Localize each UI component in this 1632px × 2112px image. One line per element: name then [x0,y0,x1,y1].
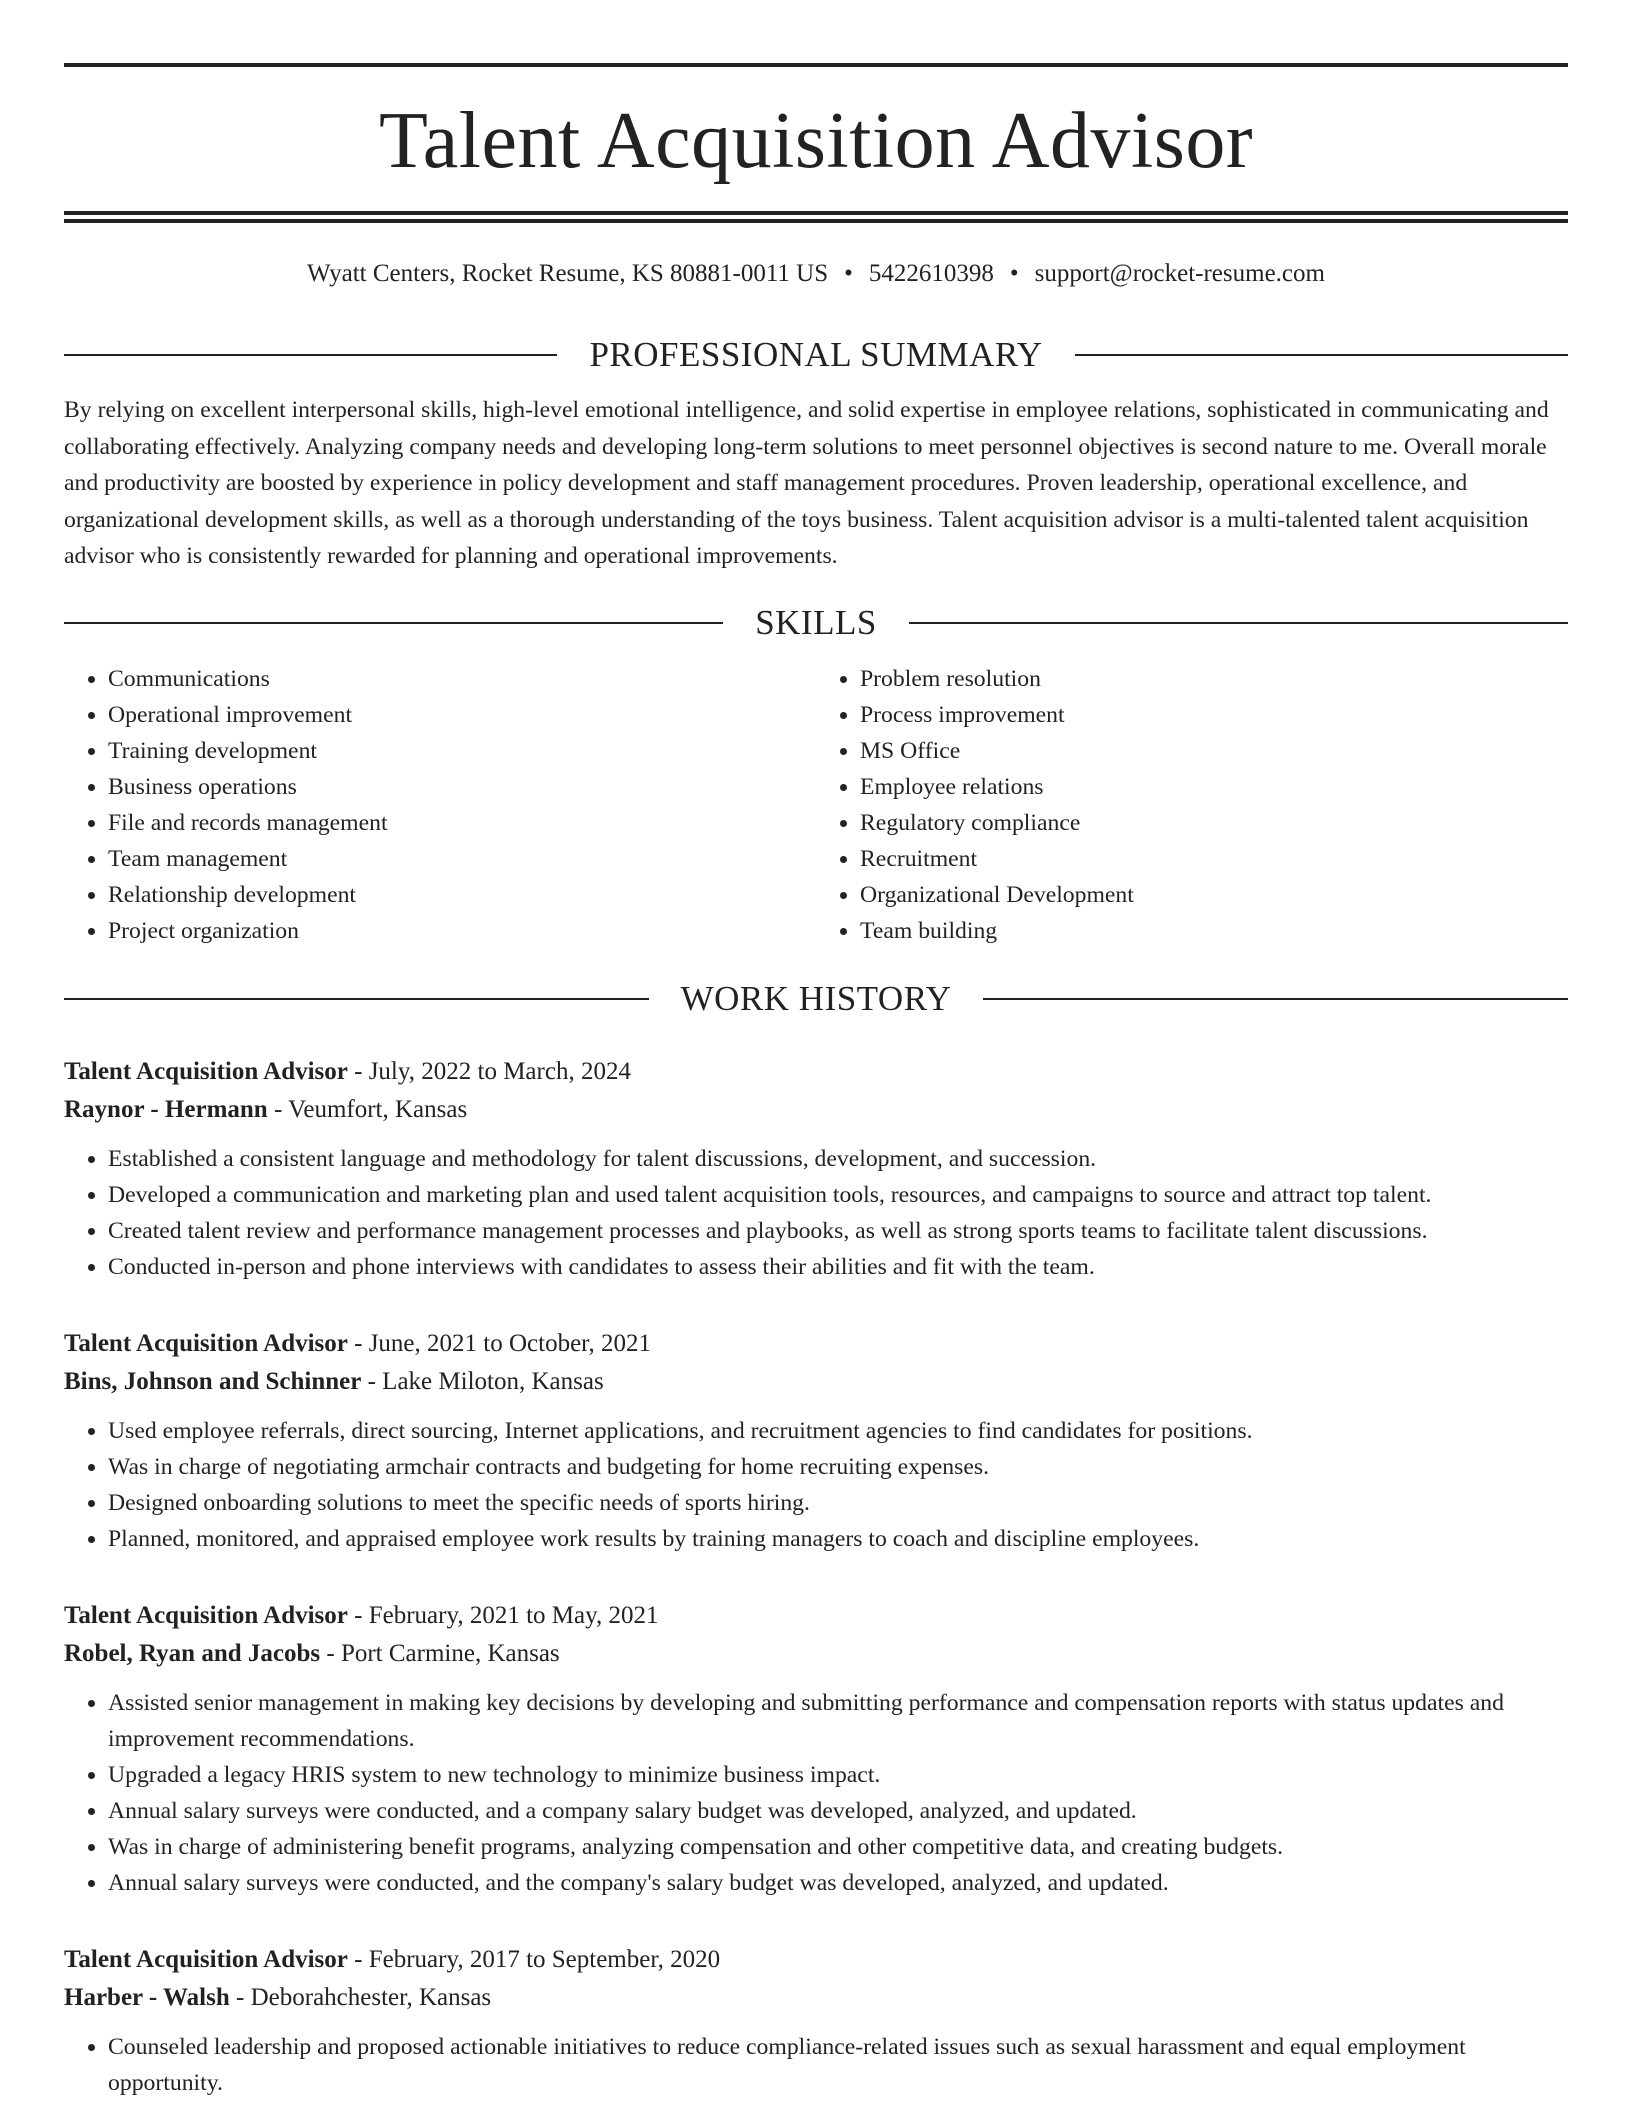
job-company: Robel, Ryan and Jacobs [64,1639,321,1667]
skill-item: • Organizational Development [860,877,1568,913]
heading-rule [64,354,557,356]
job-bullets [64,1413,1568,1557]
contact-address: Wyatt Centers, Rocket Resume, KS 80881-0011 US [307,260,829,287]
job-title-line [64,1941,1568,1979]
skill-item: • Business operations [108,769,816,805]
contact-separator: • [1009,260,1019,287]
work-history [64,1053,1568,2101]
job-entry [64,1941,1568,2101]
job-bullets [64,1685,1568,1901]
job-title-line [64,1597,1568,1635]
contact-line [64,259,1568,289]
job-company-line [64,1091,1568,1129]
job-bullet: • Established a consistent language and methodology for talent discussions, development, and succession. [108,1141,1568,1177]
contact-email: support@rocket-resume.com [1034,260,1325,287]
job-title: Talent Acquisition Advisor [64,1945,348,1973]
skill-item: • Project organization [108,913,816,949]
work-heading-label: WORK HISTORY [680,978,952,1018]
job-location: - Veumfort, Kansas [267,1095,468,1123]
job-location: - Lake Miloton, Kansas [361,1367,604,1395]
job-bullets [64,1141,1568,1285]
job-bullet: • Conducted in-person and phone interviews with candidates to assess their abilities and fit with the team. [108,1249,1568,1285]
skill-item: • Regulatory compliance [860,805,1568,841]
skills-heading [64,603,1568,643]
heading-rule [64,998,649,1000]
summary-heading [64,335,1568,375]
skills-column-right [816,661,1568,949]
heading-rule [909,622,1568,624]
skill-item: • Communications [108,661,816,697]
heading-rule [64,622,723,624]
job-dates: - February, 2021 to May, 2021 [347,1601,659,1629]
job-entry [64,1597,1568,1901]
job-bullet: • Planned, monitored, and appraised employee work results by training managers to coach and discipline employees. [108,1521,1568,1557]
job-entry [64,1325,1568,1557]
skill-item: • MS Office [860,733,1568,769]
job-company-line [64,1979,1568,2017]
job-dates: - June, 2021 to October, 2021 [347,1329,651,1357]
job-bullet: • Assisted senior management in making key decisions by developing and submitting performance and compensation reports with status updates and improvement recommendations. [108,1685,1568,1757]
job-bullet: • Was in charge of administering benefit programs, analyzing compensation and other competitive data, and creating budgets. [108,1829,1568,1865]
skills-list [64,661,1568,949]
job-bullet: • Developed a communication and marketing plan and used talent acquisition tools, resources, and campaigns to source and attract top talent. [108,1177,1568,1213]
contact-phone: 5422610398 [868,260,994,287]
skill-item: • Recruitment [860,841,1568,877]
job-company-line [64,1635,1568,1673]
skill-item: • Team building [860,913,1568,949]
job-entry [64,1053,1568,1285]
contact-separator: • [844,260,853,287]
page-title: Talent Acquisition Advisor [378,97,1253,185]
job-title-line [64,1325,1568,1363]
skills-column-left [64,661,816,949]
summary-text: By relying on excellent interpersonal skills, high-level emotional intelligence, and solid expertise in employee relations, sophisticated in communicating and collaborating effectively. Analyzing company needs and developing long-term solutions to meet personnel objectives is second nature to me. Overall morale and productivity are boosted by experience in policy development and staff management procedures. Proven leadership, operational excellence, and organizational development skills, as well as a thorough understanding of the toys business. Talent acquisition advisor is a multi-talented talent acquisition advisor who is consistently rewarded for planning and operational improvements. [64,397,1549,569]
job-dates: - July, 2022 to March, 2024 [347,1057,631,1085]
skills-heading-label: SKILLS [755,602,877,642]
skill-item: • Operational improvement [108,697,816,733]
job-bullet: • Annual salary surveys were conducted, and a company salary budget was developed, analyzed, and updated. [108,1793,1568,1829]
job-bullets [64,2029,1568,2101]
job-bullet: • Used employee referrals, direct sourcing, Internet applications, and recruitment agencies to find candidates for positions. [108,1413,1568,1449]
job-bullet: • Created talent review and performance management processes and playbooks, as well as strong sports teams to facilitate talent discussions. [108,1213,1568,1249]
job-bullet: • Upgraded a legacy HRIS system to new technology to minimize business impact. [108,1757,1568,1793]
heading-rule [1075,354,1568,356]
skill-item: • Employee relations [860,769,1568,805]
job-company: Raynor - Hermann [64,1095,268,1123]
job-bullet: • Counseled leadership and proposed actionable initiatives to reduce compliance-related issues such as sexual harassment and equal employment opportunity. [108,2029,1568,2101]
title-double-rule [64,211,1568,223]
summary-heading-label: PROFESSIONAL SUMMARY [589,335,1043,374]
skill-item: • Process improvement [860,697,1568,733]
job-title: Talent Acquisition Advisor [64,1057,348,1085]
skill-item: • Problem resolution [860,661,1568,697]
job-bullet: • Annual salary surveys were conducted, and the company's salary budget was developed, analyzed, and updated. [108,1865,1568,1901]
job-title: Talent Acquisition Advisor [64,1329,348,1357]
job-title-line [64,1053,1568,1091]
job-company: Bins, Johnson and Schinner [64,1367,362,1395]
work-heading [64,979,1568,1019]
job-dates: - February, 2017 to September, 2020 [347,1945,721,1973]
skill-item: • Relationship development [108,877,816,913]
job-company: Harber - Walsh [64,1983,230,2011]
skill-item: • Team management [108,841,816,877]
heading-rule [983,998,1568,1000]
skill-item: • Training development [108,733,816,769]
job-location: - Port Carmine, Kansas [320,1639,560,1667]
job-company-line [64,1363,1568,1401]
job-title: Talent Acquisition Advisor [64,1601,348,1629]
skill-item: • File and records management [108,805,816,841]
top-rule [64,63,1568,67]
job-bullet: • Designed onboarding solutions to meet the specific needs of sports hiring. [108,1485,1568,1521]
job-bullet: • Was in charge of negotiating armchair contracts and budgeting for home recruiting expenses. [108,1449,1568,1485]
job-location: - Deborahchester, Kansas [229,1983,492,2011]
